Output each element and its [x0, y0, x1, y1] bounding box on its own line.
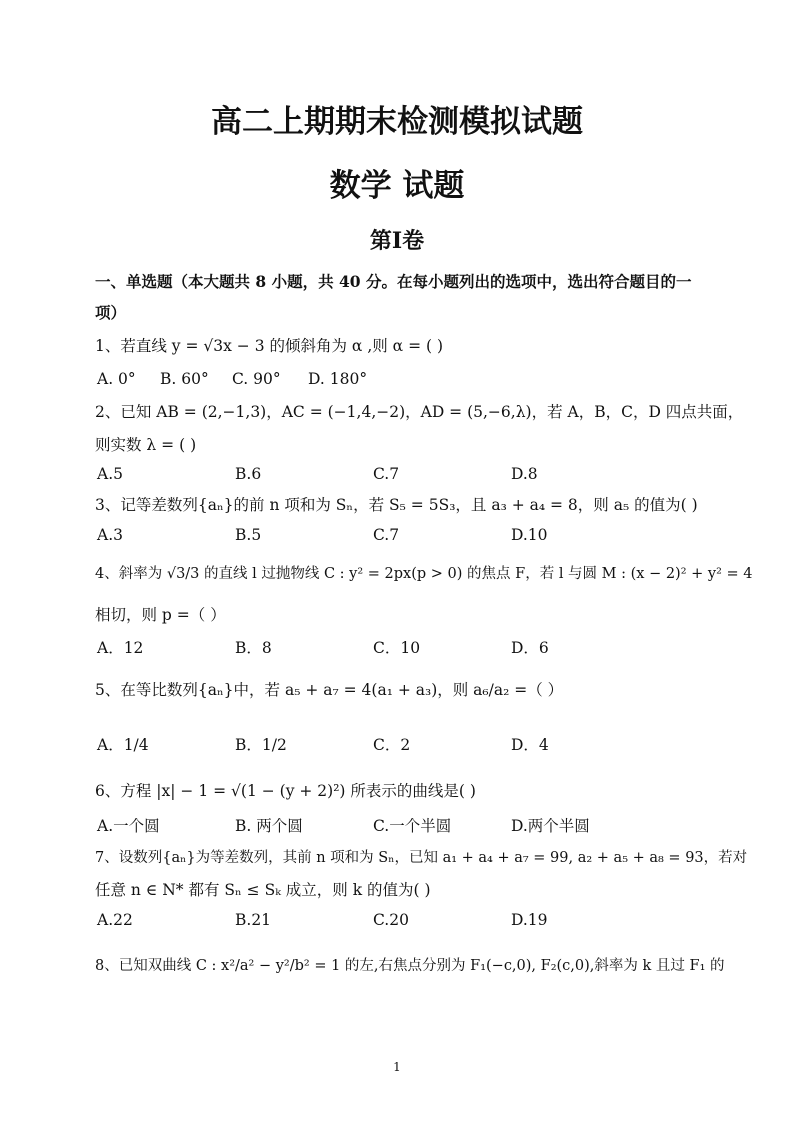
q6-option-c: C.一个半圆	[373, 817, 452, 835]
q4-option-b: B．8	[235, 639, 272, 657]
q4-option-a: A．12	[97, 639, 144, 657]
q3-option-b: B.5	[235, 526, 262, 544]
question-4-text-cont: 相切，则 p =（ ）	[95, 606, 226, 624]
q5-option-b: B．1/2	[235, 736, 287, 754]
page-title: 高二上期期末检测模拟试题	[211, 104, 583, 140]
question-3-text: 3、记等差数列{aₙ}的前 n 项和为 Sₙ，若 S₅ = 5S₃，且 a₃ + a₄ = 8，则 a₅ 的值为( )	[95, 496, 698, 514]
q2-option-d: D.8	[511, 465, 538, 483]
question-6-text: 6、方程 |x| − 1 = √(1 − (y + 2)²) 所表示的曲线是( )	[95, 782, 476, 800]
q2-option-c: C.7	[373, 465, 400, 483]
q3-option-d: D.10	[511, 526, 548, 544]
q5-option-c: C．2	[373, 736, 411, 754]
q6-option-d: D.两个半圆	[511, 817, 590, 835]
q7-option-b: B.21	[235, 911, 272, 929]
question-2-text-cont: 则实数 λ = ( )	[95, 436, 197, 454]
section-heading: 一、单选题（本大题共 8 小题，共 40 分。在每小题列出的选项中，选出符合题目的一	[95, 272, 692, 291]
q4-option-c: C．10	[373, 639, 421, 657]
q1-option-c: C. 90°	[232, 370, 281, 388]
q7-option-a: A.22	[97, 911, 133, 929]
question-5-text: 5、在等比数列{aₙ}中，若 a₅ + a₇ = 4(a₁ + a₃)，则 a₆/a₂ =（ ）	[95, 681, 564, 699]
q3-option-c: C.7	[373, 526, 400, 544]
q4-option-d: D．6	[511, 639, 549, 657]
section-heading-cont: 项）	[95, 303, 127, 322]
q1-option-d: D. 180°	[308, 370, 368, 388]
question-1-text: 1、若直线 y = √3x − 3 的倾斜角为 α ,则 α = ( )	[95, 337, 444, 355]
question-8-text: 8、已知双曲线 C : x²/a² − y²/b² = 1 的左,右焦点分别为 F₁(−c,0), F₂(c,0),斜率为 k 且过 F₁ 的	[95, 958, 725, 974]
question-7-text-cont: 任意 n ∈ N* 都有 Sₙ ≤ Sₖ 成立，则 k 的值为( )	[95, 881, 431, 899]
q2-option-a: A.5	[97, 465, 123, 483]
q5-option-a: A．1/4	[97, 736, 149, 754]
q6-option-a: A.一个圆	[97, 817, 160, 835]
q3-option-a: A.3	[97, 526, 123, 544]
volume-title: 第I卷	[369, 228, 425, 254]
q7-option-d: D.19	[511, 911, 548, 929]
subject-title: 数学 试题	[329, 168, 465, 204]
page-number: 1	[393, 1060, 401, 1074]
q7-option-c: C.20	[373, 911, 409, 929]
question-2-text: 2、已知 AB = (2,−1,3)，AC = (−1,4,−2)，AD = (5,−6,λ)，若 A，B，C，D 四点共面，	[95, 403, 744, 421]
q2-option-b: B.6	[235, 465, 262, 483]
question-4-text: 4、斜率为 √3/3 的直线 l 过抛物线 C : y² = 2px(p > 0) 的焦点 F，若 l 与圆 M : (x − 2)² + y² = 4	[95, 566, 753, 582]
q5-option-d: D．4	[511, 736, 549, 754]
q1-option-b: B. 60°	[160, 370, 209, 388]
q1-option-a: A. 0°	[97, 370, 136, 388]
question-7-text: 7、设数列{aₙ}为等差数列，其前 n 项和为 Sₙ，已知 a₁ + a₄ + a₇ = 99, a₂ + a₅ + a₈ = 93，若对	[95, 850, 748, 866]
q6-option-b: B. 两个圆	[235, 817, 303, 835]
